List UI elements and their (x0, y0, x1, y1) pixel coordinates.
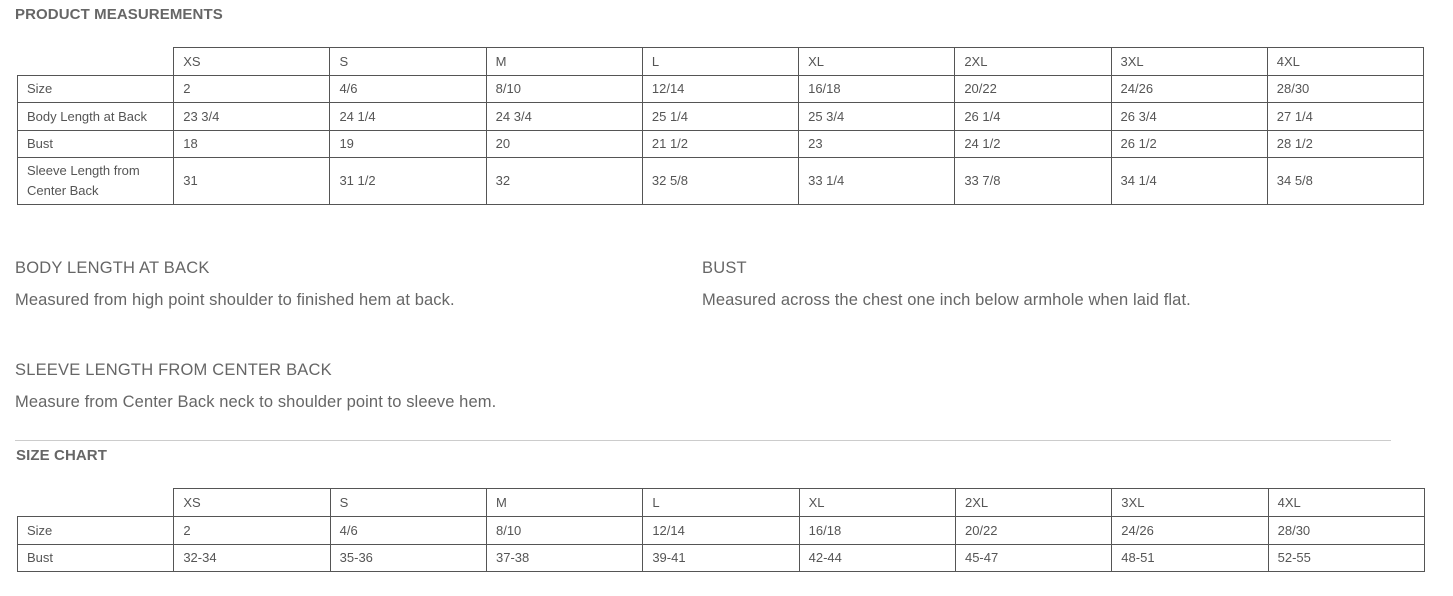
sleeve-length-text: Measure from Center Back neck to shoulder point to sleeve hem. (15, 393, 497, 411)
value-cell: 25 1/4 (642, 103, 798, 131)
value-cell: 25 3/4 (799, 103, 955, 131)
value-cell: 12/14 (642, 76, 798, 103)
size-header-cell: S (330, 48, 486, 76)
value-cell: 35-36 (330, 545, 486, 572)
value-cell: 19 (330, 131, 486, 158)
value-cell: 8/10 (486, 76, 642, 103)
value-cell: 2 (174, 76, 330, 103)
size-header-cell: XL (799, 48, 955, 76)
value-cell: 34 1/4 (1111, 158, 1267, 205)
body-length-heading: BODY LENGTH AT BACK (15, 259, 210, 277)
value-cell: 32-34 (174, 545, 330, 572)
value-cell: 12/14 (643, 517, 799, 545)
table-row (18, 158, 1424, 205)
value-cell: 20/22 (955, 517, 1111, 545)
row-label-cell: Sleeve Length from Center Back (18, 158, 174, 205)
product-measurements-table (17, 47, 1424, 205)
value-cell: 28/30 (1267, 76, 1423, 103)
table-row (18, 545, 1425, 572)
product-measurements-body (18, 48, 1424, 205)
bust-description (702, 259, 1191, 310)
size-chart-title: SIZE CHART (16, 447, 107, 464)
body-length-text: Measured from high point shoulder to finished hem at back. (15, 291, 455, 309)
bust-heading: BUST (702, 259, 747, 277)
size-header-cell: XL (799, 489, 955, 517)
size-header-cell: 3XL (1111, 48, 1267, 76)
size-header-cell: 4XL (1268, 489, 1424, 517)
value-cell: 32 5/8 (642, 158, 798, 205)
value-cell: 24/26 (1111, 76, 1267, 103)
size-header-cell: XS (174, 489, 330, 517)
value-cell: 8/10 (486, 517, 642, 545)
row-label-cell: Bust (18, 545, 174, 572)
table-row (18, 103, 1424, 131)
value-cell: 34 5/8 (1267, 158, 1423, 205)
table-row (18, 76, 1424, 103)
size-header-cell: XS (174, 48, 330, 76)
product-measurements-title: PRODUCT MEASUREMENTS (15, 6, 223, 23)
table-row (18, 517, 1425, 545)
value-cell: 48-51 (1112, 545, 1268, 572)
value-cell: 27 1/4 (1267, 103, 1423, 131)
value-cell: 31 (174, 158, 330, 205)
sleeve-length-heading: SLEEVE LENGTH FROM CENTER BACK (15, 361, 332, 379)
value-cell: 26 1/2 (1111, 131, 1267, 158)
value-cell: 26 3/4 (1111, 103, 1267, 131)
value-cell: 20/22 (955, 76, 1111, 103)
sleeve-length-description (15, 361, 496, 412)
row-label-cell: Body Length at Back (18, 103, 174, 131)
value-cell: 18 (174, 131, 330, 158)
value-cell: 31 1/2 (330, 158, 486, 205)
value-cell: 33 1/4 (799, 158, 955, 205)
header-row (18, 48, 1424, 76)
body-length-description (15, 259, 455, 310)
value-cell: 52-55 (1268, 545, 1424, 572)
value-cell: 24 1/2 (955, 131, 1111, 158)
size-header-cell: M (486, 48, 642, 76)
bust-text: Measured across the chest one inch below armhole when laid flat. (702, 291, 1191, 309)
size-header-cell: 2XL (955, 489, 1111, 517)
value-cell: 24 1/4 (330, 103, 486, 131)
value-cell: 37-38 (486, 545, 642, 572)
corner-cell (18, 48, 174, 76)
size-chart-body (18, 489, 1425, 572)
value-cell: 16/18 (799, 76, 955, 103)
header-row (18, 489, 1425, 517)
value-cell: 28 1/2 (1267, 131, 1423, 158)
value-cell: 39-41 (643, 545, 799, 572)
size-header-cell: S (330, 489, 486, 517)
value-cell: 26 1/4 (955, 103, 1111, 131)
value-cell: 16/18 (799, 517, 955, 545)
size-header-cell: M (486, 489, 642, 517)
value-cell: 33 7/8 (955, 158, 1111, 205)
value-cell: 45-47 (955, 545, 1111, 572)
size-chart-table (17, 488, 1425, 572)
value-cell: 28/30 (1268, 517, 1424, 545)
row-label-cell: Size (18, 76, 174, 103)
size-header-cell: L (643, 489, 799, 517)
value-cell: 21 1/2 (642, 131, 798, 158)
value-cell: 23 (799, 131, 955, 158)
value-cell: 24 3/4 (486, 103, 642, 131)
value-cell: 4/6 (330, 517, 486, 545)
table-row (18, 131, 1424, 158)
value-cell: 42-44 (799, 545, 955, 572)
value-cell: 23 3/4 (174, 103, 330, 131)
value-cell: 20 (486, 131, 642, 158)
value-cell: 32 (486, 158, 642, 205)
size-header-cell: L (642, 48, 798, 76)
value-cell: 2 (174, 517, 330, 545)
corner-cell (18, 489, 174, 517)
section-divider (15, 440, 1391, 441)
size-header-cell: 2XL (955, 48, 1111, 76)
row-label-cell: Bust (18, 131, 174, 158)
value-cell: 4/6 (330, 76, 486, 103)
size-header-cell: 4XL (1267, 48, 1423, 76)
value-cell: 24/26 (1112, 517, 1268, 545)
size-header-cell: 3XL (1112, 489, 1268, 517)
row-label-cell: Size (18, 517, 174, 545)
